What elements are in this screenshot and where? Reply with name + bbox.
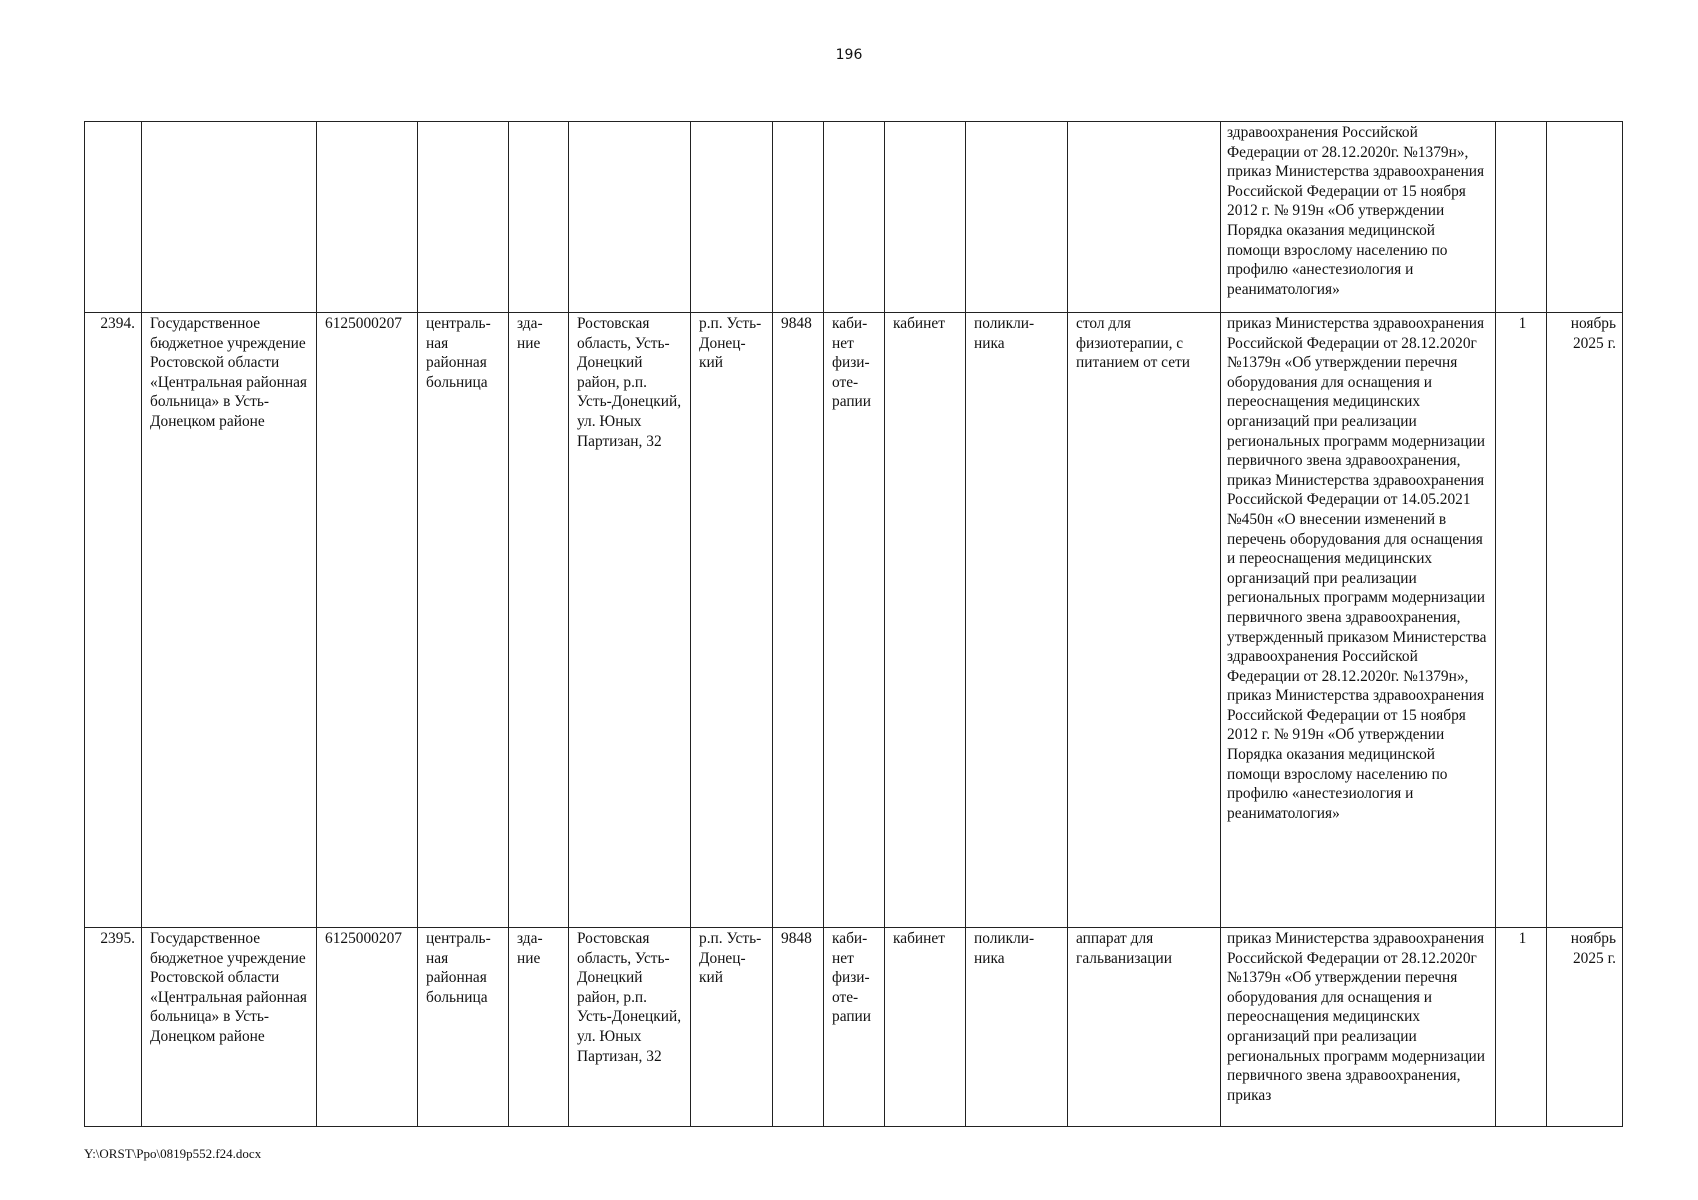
cell-object: зда-ние bbox=[509, 313, 569, 928]
cell-department: поликли-ника bbox=[966, 928, 1068, 1127]
cell-organization: Государственное бюджетное учреждение Ростовской области «Центральная районная больница» в Усть-Донецком районе bbox=[142, 313, 317, 928]
cell-settlement: р.п. Усть-Донец-кий bbox=[691, 928, 773, 1127]
cell-room-type: кабинет bbox=[885, 928, 966, 1127]
cell-equipment: стол для физиотерапии, с питанием от сети bbox=[1068, 313, 1221, 928]
cell-quantity: 1 bbox=[1496, 928, 1547, 1127]
cell-settlement: р.п. Усть-Донец-кий bbox=[691, 313, 773, 928]
cell-address: Ростовская область, Усть-Донецкий район, р.п. Усть-Донецкий, ул. Юных Партизан, 32 bbox=[569, 928, 691, 1127]
cell-row-number: 2394. bbox=[85, 313, 142, 928]
cell-room: каби-нет физи-оте-рапии bbox=[824, 313, 885, 928]
cell-documents: приказ Министерства здравоохранения Российской Федерации от 28.12.2020г №1379н «Об утверждении перечня оборудования для оснащения и переоснащения медицинских организаций при реализации региональных программ модернизации первичного звена здравоохранения, приказ Министерства здравоохранения Российской Федерации от 14.05.2021 №450н «О внесении изменений в перечень оборудования для оснащения и переоснащения медицинских организаций при реализации региональных программ модернизации первичного звена здравоохранения, утвержденный приказом Министерства здравоохранения Российской Федерации от 28.12.2020г. №1379н», приказ Министерства здравоохранения Российской Федерации от 15 ноября 2012 г. № 919н «Об утверждении Порядка оказания медицинской помощи взрослому населению по профилю «анестезиология и реаниматология» bbox=[1221, 313, 1496, 928]
cell-quantity: 1 bbox=[1496, 313, 1547, 928]
table-row bbox=[85, 928, 1623, 1127]
cell-documents: здравоохранения Российской Федерации от 28.12.2020г. №1379н», приказ Министерства здравоохранения Российской Федерации от 15 ноября 2012 г. № 919н «Об утверждении Порядка оказания медицинской помощи взрослому населению по профилю «анестезиология и реаниматология» bbox=[1221, 122, 1496, 313]
cell-department: поликли-ника bbox=[966, 313, 1068, 928]
cell-address: Ростовская область, Усть-Донецкий район, р.п. Усть-Донецкий, ул. Юных Партизан, 32 bbox=[569, 313, 691, 928]
registry-table bbox=[84, 121, 1623, 1127]
file-path-footer: Y:\ORST\Ppo\0819p552.f24.docx bbox=[84, 1146, 262, 1161]
table-row-continuation bbox=[85, 122, 1623, 313]
cell-inn: 6125000207 bbox=[317, 313, 418, 928]
cell-org-type: централь-ная районная больница bbox=[418, 928, 509, 1127]
cell-area: 9848 bbox=[773, 928, 824, 1127]
cell-room: каби-нет физи-оте-рапии bbox=[824, 928, 885, 1127]
table-row bbox=[85, 313, 1623, 928]
page-number: 196 bbox=[835, 47, 863, 63]
cell-date: ноябрь 2025 г. bbox=[1547, 313, 1623, 928]
cell-inn: 6125000207 bbox=[317, 928, 418, 1127]
cell-date: ноябрь 2025 г. bbox=[1547, 928, 1623, 1127]
cell-equipment: аппарат для гальванизации bbox=[1068, 928, 1221, 1127]
cell-room-type: кабинет bbox=[885, 313, 966, 928]
cell-object: зда-ние bbox=[509, 928, 569, 1127]
cell-documents: приказ Министерства здравоохранения Российской Федерации от 28.12.2020г №1379н «Об утверждении перечня оборудования для оснащения и переоснащения медицинских организаций при реализации региональных программ модернизации первичного звена здравоохранения, приказ bbox=[1221, 928, 1496, 1127]
cell-area: 9848 bbox=[773, 313, 824, 928]
cell-row-number: 2395. bbox=[85, 928, 142, 1127]
cell-org-type: централь-ная районная больница bbox=[418, 313, 509, 928]
cell-organization: Государственное бюджетное учреждение Ростовской области «Центральная районная больница» в Усть-Донецком районе bbox=[142, 928, 317, 1127]
